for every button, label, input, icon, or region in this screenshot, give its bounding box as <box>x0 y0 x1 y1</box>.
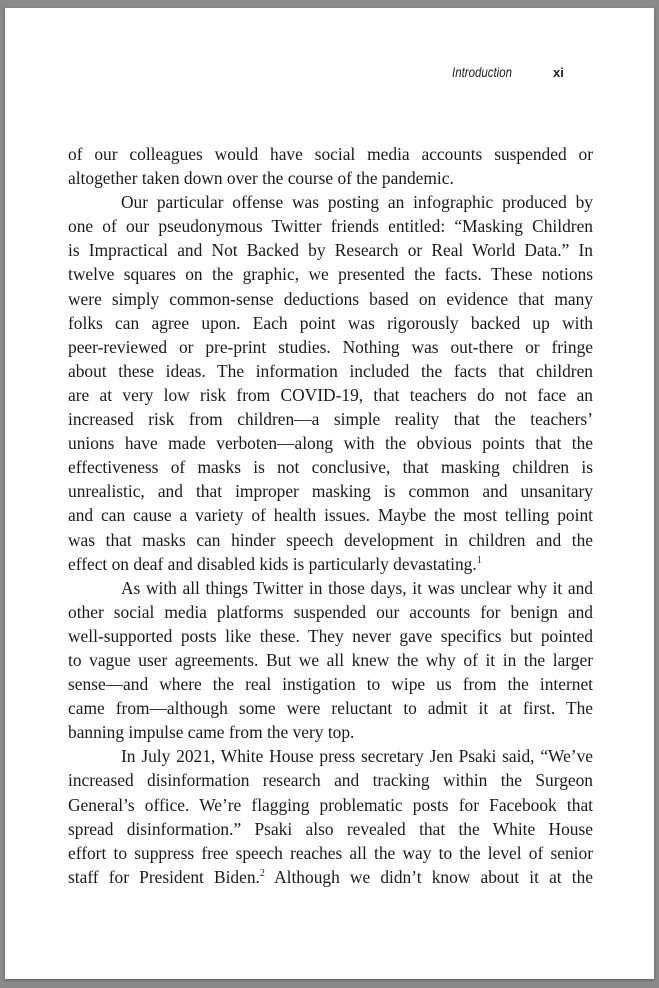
text-line <box>68 214 593 238</box>
text-line-content: unions have made verboten—along with the obvious points that the <box>68 433 593 454</box>
body-text <box>68 142 593 889</box>
text-line-content: is Impractical and Not Backed by Research or Real World Data.” In <box>68 240 593 261</box>
text-line-content: sense—and where the real instigation to wipe us from the internet <box>68 674 593 695</box>
text-line-content: increased risk from children—a simple reality that the teachers’ <box>68 409 593 430</box>
book-page <box>5 8 654 979</box>
text-line-content: altogether taken down over the course of the pandemic. <box>68 168 454 189</box>
text-line <box>68 311 593 335</box>
text-line-content: unrealistic, and that improper masking is common and unsanitary <box>68 481 593 502</box>
text-line-content: peer-reviewed or pre-print studies. Nothing was out-there or fringe <box>68 336 593 357</box>
text-line <box>68 817 593 841</box>
text-line <box>68 696 593 720</box>
text-line-content: In July 2021, White House press secretary Jen Psaki said, “We’ve <box>121 746 593 767</box>
text-line <box>68 190 593 214</box>
text-line <box>68 335 593 359</box>
text-line <box>68 552 593 576</box>
text-line-content: was that masks can hinder speech development in children and the <box>68 529 593 550</box>
page-number: xi <box>553 65 564 80</box>
text-line-content: folks can agree upon. Each point was rigorously backed up with <box>68 312 593 333</box>
text-line <box>68 768 593 792</box>
text-line <box>68 262 593 286</box>
text-line-content: of our colleagues would have social media accounts suspended or <box>68 144 593 164</box>
text-line <box>68 672 593 696</box>
text-line <box>68 455 593 479</box>
text-line-content: Our particular offense was posting an infographic produced by <box>121 192 593 213</box>
text-line-content: Although we didn’t know about it at the <box>264 866 594 887</box>
text-line-content: are at very low risk from COVID-19, that teachers do not face an <box>68 384 593 405</box>
text-line-content: about these ideas. The information included the facts that children <box>68 360 593 381</box>
text-line-content: spread disinformation.” Psaki also revealed that the White House <box>68 818 593 839</box>
text-line-content: and can cause a variety of health issues. Maybe the most telling point <box>68 505 593 526</box>
text-line-content: effectiveness of masks is not conclusive, that masking children is <box>68 457 593 478</box>
text-line <box>68 479 593 503</box>
text-line <box>68 503 593 527</box>
footnote-reference: 2 <box>259 868 265 880</box>
text-line-content: As with all things Twitter in those days, it was unclear why it and <box>121 577 593 598</box>
text-line <box>68 576 593 600</box>
text-line-content: staff for President Biden. <box>68 866 260 887</box>
text-line-content: came from—although some were reluctant to admit it at first. The <box>68 698 593 719</box>
text-line-content: increased disinformation research and tracking within the Surgeon <box>68 770 593 791</box>
text-line <box>68 793 593 817</box>
text-line <box>68 624 593 648</box>
text-line <box>68 648 593 672</box>
text-line <box>68 166 593 190</box>
text-line <box>68 744 593 768</box>
text-line-content: other social media platforms suspended our accounts for benign and <box>68 601 593 622</box>
running-head-title: Introduction <box>452 64 513 80</box>
text-line-content: effect on deaf and disabled kids is particularly devastating. <box>68 553 477 574</box>
text-line-content: one of our pseudonymous Twitter friends entitled: “Masking Children <box>68 216 593 237</box>
text-line <box>68 841 593 865</box>
text-line <box>68 359 593 383</box>
text-line-content: twelve squares on the graphic, we presented the facts. These notions <box>68 264 593 285</box>
text-line <box>68 238 593 262</box>
text-line-content: were simply common-sense deductions based on evidence that many <box>68 288 593 309</box>
text-line-content: effort to suppress free speech reaches all the way to the level of senior <box>68 842 593 863</box>
text-line <box>68 383 593 407</box>
text-line <box>68 600 593 624</box>
text-line-content: to vague user agreements. But we all knew the why of it in the larger <box>68 649 593 670</box>
text-line <box>68 142 593 166</box>
text-line <box>68 431 593 455</box>
text-line-content: well-supported posts like these. They never gave specifics but pointed <box>68 625 593 646</box>
text-line <box>68 287 593 311</box>
text-line-content: General’s office. We’re flagging problematic posts for Facebook that <box>68 794 593 815</box>
footnote-reference: 1 <box>476 554 482 566</box>
text-line <box>68 407 593 431</box>
text-line <box>68 528 593 552</box>
text-line <box>68 865 593 889</box>
text-line <box>68 720 593 744</box>
text-line-content: banning impulse came from the very top. <box>68 722 355 743</box>
